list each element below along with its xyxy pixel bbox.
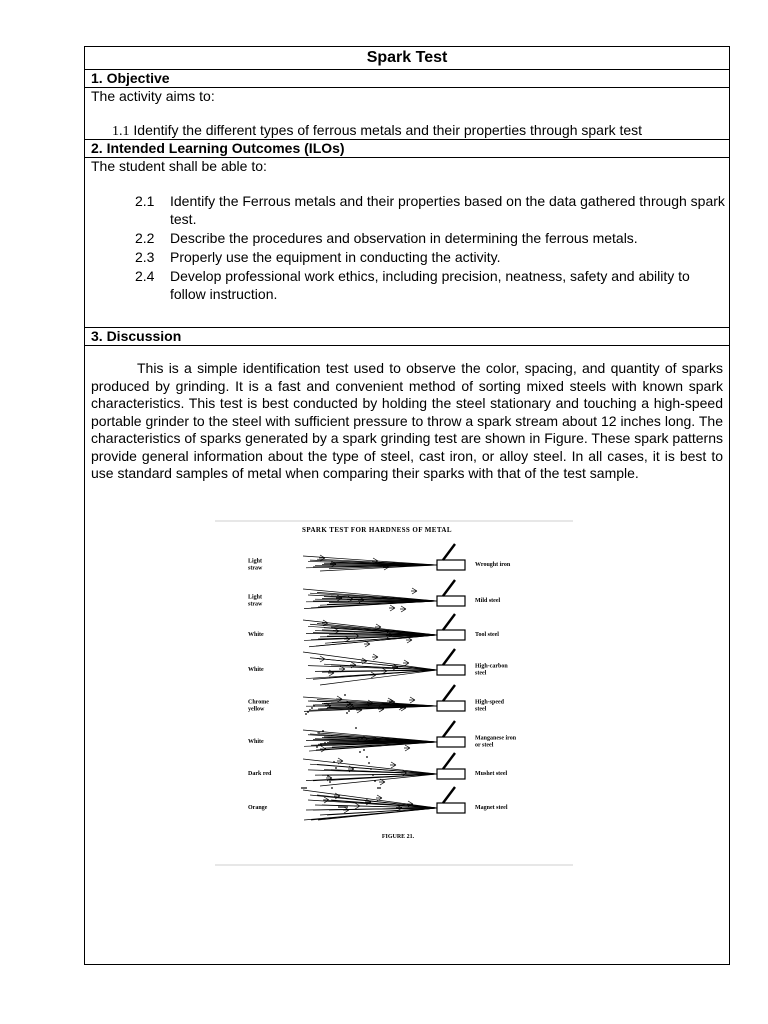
metal-name-label: Wrought iron [475, 562, 511, 568]
ilo-item [135, 267, 725, 303]
metal-name-label: Mushet steel [475, 771, 508, 777]
ilo-item-text: Properly use the equipment in conducting the activity. [170, 249, 501, 265]
objective-intro: The activity aims to: [91, 88, 215, 104]
metal-name-label: Mild steel [475, 598, 501, 604]
spark-dot [348, 710, 350, 712]
spark-burst [343, 807, 349, 813]
grinder-tool [443, 649, 455, 665]
grinder-tool [443, 753, 455, 769]
spark-burst [400, 606, 406, 612]
spark-figure-drawing [215, 520, 573, 866]
workpiece-block [437, 701, 465, 711]
spark-dot [372, 774, 374, 776]
metal-name-label: Magnet steel [475, 805, 508, 811]
workpiece-block [437, 737, 465, 747]
spark-burst [403, 660, 409, 666]
spark-dot [311, 707, 313, 709]
spark-dot [316, 746, 318, 748]
spark-dot [363, 749, 365, 751]
spark-dot [379, 787, 381, 789]
spark-dot [313, 705, 315, 707]
spark-dot [370, 768, 372, 770]
ilo-item-number: 2.1 [135, 193, 155, 209]
metal-name-label: High-speed steel [475, 699, 505, 713]
workpiece-block [437, 596, 465, 606]
spark-dot [359, 751, 361, 753]
spark-line [317, 764, 437, 774]
workpiece-block [437, 665, 465, 675]
spark-burst [411, 588, 417, 594]
ilo-item [135, 229, 725, 247]
ilo-heading: 2. Intended Learning Outcomes (ILOs) [85, 140, 729, 158]
spark-dot [342, 806, 344, 808]
ilo-item-text: Develop professional work ethics, including precision, neatness, safety and ability to follow instruction. [170, 268, 690, 302]
objective-item [112, 122, 642, 140]
spark-color-label: Orange [248, 805, 268, 811]
spark-dot [320, 744, 322, 746]
spark-dot [309, 709, 311, 711]
spark-dot [350, 708, 352, 710]
spark-burst [404, 745, 410, 751]
spark-dot [333, 761, 335, 763]
grinder-tool [443, 787, 455, 803]
spark-burst [354, 803, 360, 809]
spark-dot [331, 787, 333, 789]
spark-dot [357, 739, 359, 741]
spark-dot [303, 787, 305, 789]
spark-dot [366, 756, 368, 758]
spark-burst [372, 654, 378, 660]
spark-dot [346, 712, 348, 714]
spark-dot [322, 730, 324, 732]
spark-dot [340, 806, 342, 808]
spark-color-label: White [248, 667, 264, 673]
spark-line [303, 652, 437, 670]
spark-dot [377, 787, 379, 789]
ilo-item-text: Describe the procedures and observation in determining the ferrous metals. [170, 230, 638, 246]
spark-dot [329, 781, 331, 783]
ilo-item-text: Identify the Ferrous metals and their properties based on the data gathered through spark test. [170, 193, 725, 227]
ilo-section [85, 158, 729, 328]
workpiece-block [437, 769, 465, 779]
grinder-tool [443, 685, 455, 701]
spark-color-label: White [248, 739, 264, 745]
spark-dot [327, 775, 329, 777]
spark-dot [368, 762, 370, 764]
spark-burst [319, 555, 325, 561]
spark-burst [390, 762, 396, 768]
metal-name-label: High-carbon steel [475, 663, 508, 677]
objective-item-number: 1.1 [112, 124, 130, 139]
spark-burst [409, 697, 415, 703]
objective-heading: 1. Objective [85, 70, 729, 88]
grinder-tool [443, 614, 455, 630]
ilo-item [135, 192, 725, 228]
figure-title: SPARK TEST FOR HARDNESS OF METAL [302, 526, 452, 534]
objective-item-text: Identify the different types of ferrous metals and their properties through spark test [133, 122, 643, 138]
spark-color-label: Light straw [248, 594, 263, 608]
objective-section [85, 88, 729, 140]
spark-dot [338, 806, 340, 808]
spark-dot [355, 727, 357, 729]
spark-dot [352, 706, 354, 708]
workpiece-block [437, 630, 465, 640]
ilo-intro: The student shall be able to: [91, 158, 267, 174]
grinder-tool [443, 580, 455, 596]
grinder-tool [443, 544, 455, 560]
spark-dot [324, 742, 326, 744]
spark-burst [320, 746, 326, 752]
spark-dot [307, 711, 309, 713]
spark-dot [305, 713, 307, 715]
activity-sheet [84, 46, 730, 965]
figure-caption: FIGURE 21. [381, 834, 415, 840]
spark-dot [335, 767, 337, 769]
sheet-title: Spark Test [85, 47, 729, 70]
ilo-item-number: 2.2 [135, 230, 155, 246]
metal-name-label: Tool steel [475, 632, 499, 638]
spark-color-label: White [248, 632, 264, 638]
ilo-item-number: 2.3 [135, 249, 155, 265]
spark-burst [370, 672, 376, 678]
spark-burst [323, 797, 329, 803]
spark-burst [319, 656, 325, 662]
spark-color-label: Dark red [248, 771, 272, 777]
ilo-list [135, 192, 725, 304]
spark-dot [374, 780, 376, 782]
spark-dot [344, 694, 346, 696]
spark-color-label: Light straw [248, 558, 263, 572]
spark-dot [305, 787, 307, 789]
spark-dot [344, 806, 346, 808]
grinder-tool [443, 721, 455, 737]
workpiece-block [437, 560, 465, 570]
spark-burst [389, 605, 395, 611]
discussion-paragraph: This is a simple identification test used to observe the color, spacing, and quantity of sparks produced by grinding. It is a fast and convenient method of sorting mixed steels with known spark characteristics. This test is best conducted by holding the steel stationary and touching a high-speed portable grinder to the steel with sufficient pressure to throw a spark stream about 12 inches long. The characteristics of sparks generated by a spark grinding test are shown in Figure. These spark patterns provide general information about the type of steel, cast iron, or alloy steel. In all cases, it is best to use standard samples of metal when comparing their sparks with that of the test sample. [91, 360, 723, 481]
discussion-heading: 3. Discussion [85, 328, 729, 346]
workpiece-block [437, 803, 465, 813]
spark-dot [301, 787, 303, 789]
spark-dot [318, 732, 320, 734]
spark-dot [361, 737, 363, 739]
spark-test-figure [215, 520, 573, 866]
ilo-item [135, 248, 725, 266]
ilo-item-number: 2.4 [135, 268, 155, 284]
spark-color-label: Chrome yellow [248, 699, 269, 713]
spark-dot [346, 806, 348, 808]
metal-name-label: Manganese iron or steel [475, 735, 517, 749]
